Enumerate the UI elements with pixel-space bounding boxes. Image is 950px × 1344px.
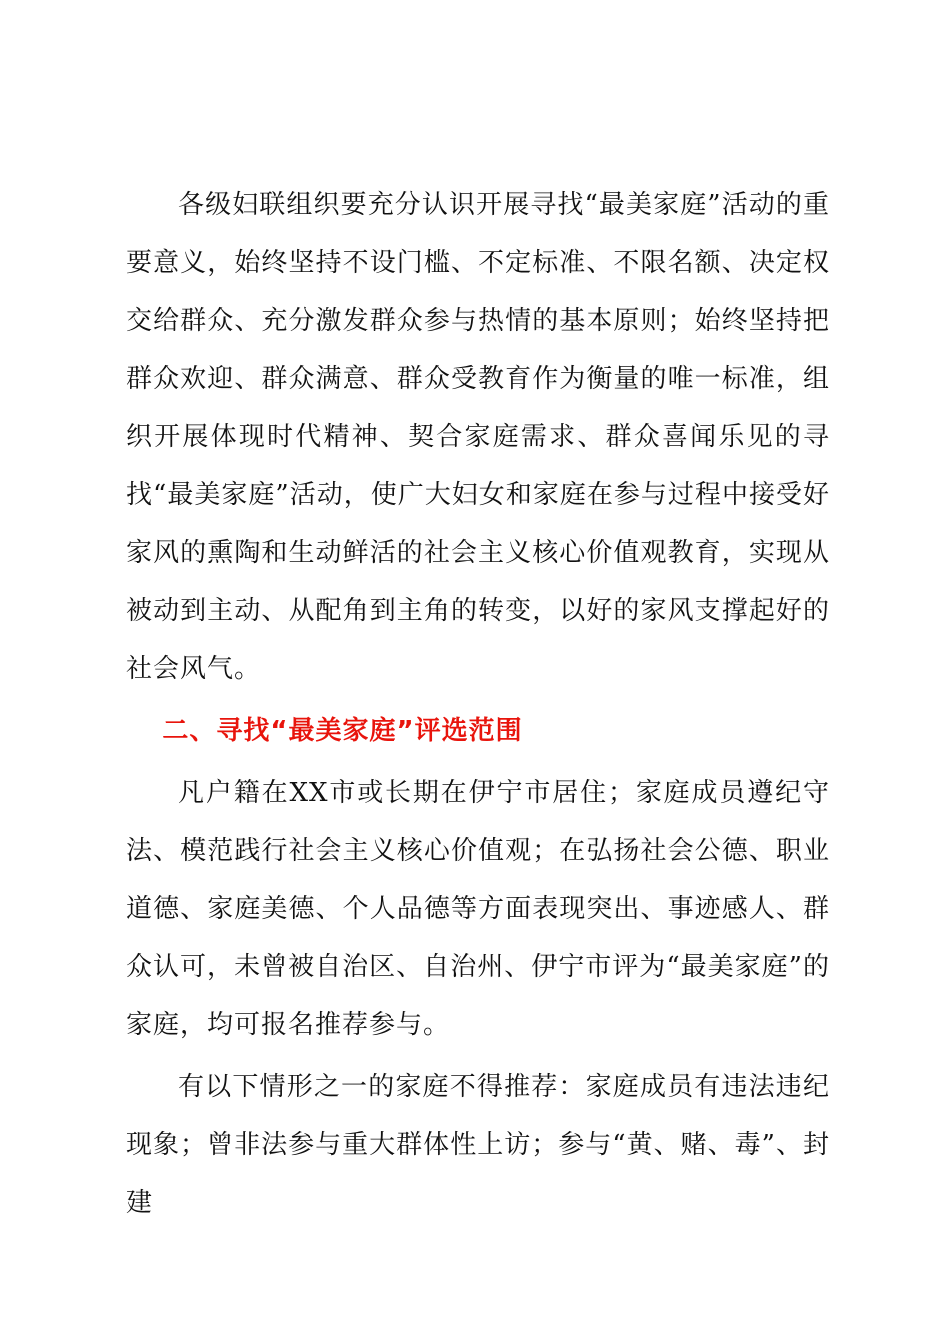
paragraph-exclusions: 有以下情形之一的家庭不得推荐：家庭成员有违法违纪现象；曾非法参与重大群体性上访；参与“黄、赌、毒”、封建 <box>126 1072 830 1218</box>
paragraph-eligibility: 凡户籍在XX市或长期在伊宁市居住；家庭成员遵纪守法、模范践行社会主义核心价值观；在弘扬社会公德、职业道德、家庭美德、个人品德等方面表现突出、事迹感人、群众认可，未曾被自治区、自治州、伊宁市评为“最美家庭”的家庭，均可报名推荐参与。 <box>126 778 830 1040</box>
paragraph-principles: 各级妇联组织要充分认识开展寻找“最美家庭”活动的重要意义，始终坚持不设门槛、不定标准、不限名额、决定权交给群众、充分激发群众参与热情的基本原则；始终坚持把群众欢迎、群众满意、群众受教育作为衡量的唯一标准，组织开展体现时代精神、契合家庭需求、群众喜闻乐见的寻找“最美家庭”活动，使广大妇女和家庭在参与过程中接受好家风的熏陶和生动鲜活的社会主义核心价值观教育，实现从被动到主动、从配角到主角的转变，以好的家风支撑起好的社会风气。 <box>126 190 830 684</box>
section-heading-scope: 二、寻找“最美家庭”评选范围 <box>162 716 523 746</box>
document-body <box>126 176 830 1232</box>
